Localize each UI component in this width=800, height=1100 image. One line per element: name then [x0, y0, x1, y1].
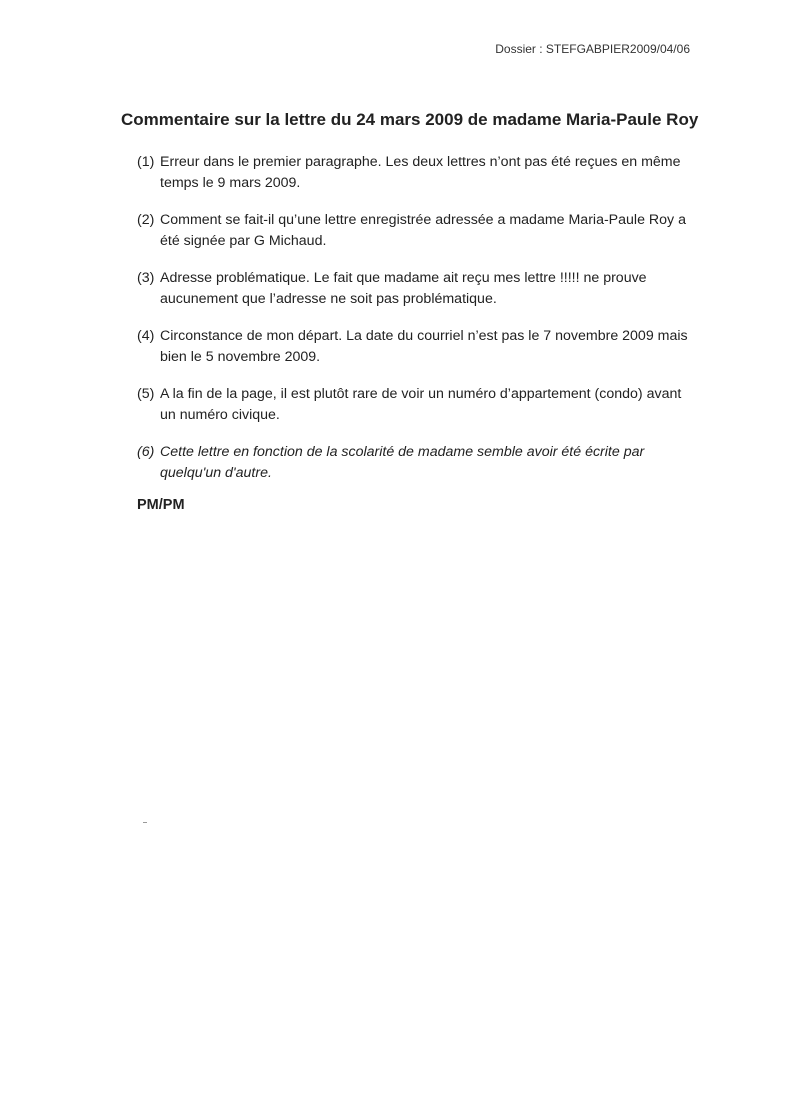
signature-initials: PM/PM — [137, 497, 185, 513]
item-text: Adresse problématique. Le fait que madame ait reçu mes lettre !!!!! ne prouve aucunement que l’adresse ne soit pas problématique. — [160, 270, 647, 307]
list-item-italic — [137, 442, 697, 484]
document-title: Commentaire sur la lettre du 24 mars 2009 de madame Maria-Paule Roy — [121, 110, 699, 129]
scan-speck — [143, 822, 147, 823]
item-text: Circonstance de mon départ. La date du courriel n’est pas le 7 novembre 2009 mais bien le 5 novembre 2009. — [160, 328, 688, 365]
comment-list — [137, 152, 697, 500]
list-item — [137, 326, 697, 368]
list-item — [137, 210, 697, 252]
item-number: (4) — [137, 328, 155, 344]
dossier-reference: Dossier : STEFGABPIER2009/04/06 — [495, 42, 690, 56]
item-text: Cette lettre en fonction de la scolarité de madame semble avoir été écrite par quelqu'un d'autre. — [160, 444, 645, 481]
item-number: (5) — [137, 386, 155, 402]
item-number: (3) — [137, 270, 155, 286]
item-text: Erreur dans le premier paragraphe. Les deux lettres n’ont pas été reçues en même temps le 9 mars 2009. — [160, 154, 681, 191]
item-text: Comment se fait-il qu’une lettre enregistrée adressée a madame Maria-Paule Roy a été signée par G Michaud. — [160, 212, 686, 249]
item-number: (6) — [137, 444, 155, 460]
list-item — [137, 384, 697, 426]
item-number: (2) — [137, 212, 155, 228]
list-item — [137, 152, 697, 194]
list-item — [137, 268, 697, 310]
item-number: (1) — [137, 154, 155, 170]
item-text: A la fin de la page, il est plutôt rare de voir un numéro d’appartement (condo) avant un numéro civique. — [160, 386, 682, 423]
